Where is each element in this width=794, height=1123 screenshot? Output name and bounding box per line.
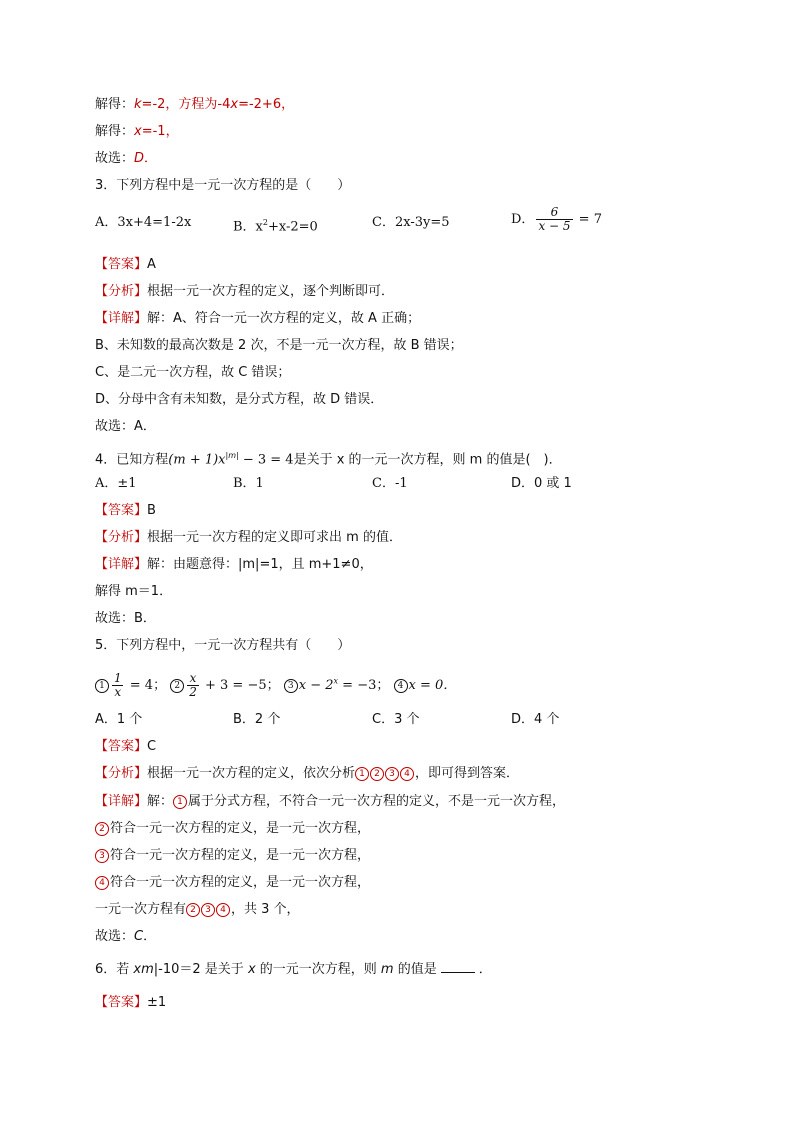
solve-line-2: 解得：x=-1， bbox=[95, 124, 179, 139]
q4-choose: 故选：B． bbox=[95, 611, 156, 626]
q4-option-d: D．0 或 1 bbox=[511, 476, 572, 491]
q3-detail-2: B、未知数的最高次数是 2 次，不是一元一次方程，故 B 错误； bbox=[95, 338, 463, 353]
q5-detail-3: 3 符合一元一次方程的定义，是一元一次方程， bbox=[95, 847, 370, 865]
q4-answer: 【答案】B bbox=[95, 503, 156, 518]
circle-2-icon: 2 bbox=[170, 679, 184, 693]
q3-detail: 【详解】解：A、符合一元一次方程的定义，故 A 正确； bbox=[95, 311, 421, 326]
q5-stem: 5．下列方程中，一元一次方程共有（ ） bbox=[95, 638, 351, 653]
q4-detail-2: 解得 m＝1． bbox=[95, 584, 173, 599]
q5-analysis: 【分析】根据一元一次方程的定义，依次分析 1 2 3 4 ，即可得到答案． bbox=[95, 766, 520, 781]
choose-line-prev: 故选：D． bbox=[95, 151, 158, 166]
q3-option-a: A．3x+4=1-2x bbox=[95, 215, 192, 230]
circle-3-icon: 3 bbox=[284, 679, 298, 693]
q3-option-c: C．2x-3y=5 bbox=[372, 215, 450, 230]
q3-option-d: D． $\frac{6}{x - 5}$ = 7 bbox=[511, 205, 602, 233]
q3-option-b: B．$x^2+x-2=0$ bbox=[233, 218, 318, 235]
q6-stem: 6．若 xm|-10＝2 是关于 x 的一元一次方程，则 m 的值是 ． bbox=[95, 962, 492, 977]
q4-stem: 4．已知方程$(m + 1)x^{|m|} - 3 = 4$是关于 x 的一元一次方程，则 m 的值是( )． bbox=[95, 451, 562, 468]
q5-detail-2: 2 符合一元一次方程的定义，是一元一次方程， bbox=[95, 820, 370, 838]
q3-detail-4: D、分母中含有未知数，是分式方程，故 D 错误． bbox=[95, 392, 384, 407]
q4-option-a: A．±1 bbox=[95, 476, 137, 491]
q3-analysis: 【分析】根据一元一次方程的定义，逐个判断即可． bbox=[95, 284, 395, 299]
q6-answer: 【答案】±1 bbox=[95, 995, 167, 1010]
circle-1-icon: 1 bbox=[95, 679, 109, 693]
q3-detail-3: C、是二元一次方程，故 C 错误； bbox=[95, 365, 291, 380]
solve-line-1: 解得：k=-2，方程为-4x=-2+6， bbox=[95, 97, 295, 112]
q5-option-b: B．2 个 bbox=[233, 712, 281, 727]
circle-4-icon: 4 bbox=[394, 679, 408, 693]
q5-equations: 1 $\frac{1}{x}$ = 4； 2 $\frac{x}{2}$ + 3 = −5； 3 $x - 2^x = -3$； 4 x = 0． bbox=[95, 672, 456, 699]
q3-stem: 3．下列方程中是一元一次方程的是（ ） bbox=[95, 178, 351, 193]
q5-option-d: D．4 个 bbox=[511, 712, 560, 727]
q4-option-c: C．-1 bbox=[372, 476, 408, 491]
q4-option-b: B．1 bbox=[233, 476, 264, 491]
q4-detail: 【详解】解：由题意得：|m|=1，且 m+1≠0， bbox=[95, 557, 373, 572]
q5-detail: 【详解】解： 1 属于分式方程，不符合一元一次方程的定义，不是一元一次方程， bbox=[95, 794, 566, 809]
q4-analysis: 【分析】根据一元一次方程的定义即可求出 m 的值． bbox=[95, 530, 402, 545]
q5-choose: 故选：C． bbox=[95, 929, 157, 944]
q3-choose: 故选：A． bbox=[95, 419, 156, 434]
answer-blank bbox=[441, 960, 475, 973]
q5-detail-4: 4 符合一元一次方程的定义，是一元一次方程， bbox=[95, 874, 370, 892]
q5-option-a: A．1 个 bbox=[95, 712, 143, 727]
q5-option-c: C．3 个 bbox=[372, 712, 420, 727]
q5-summary: 一元一次方程有 2 3 4 ，共 3 个， bbox=[95, 902, 300, 917]
q5-answer: 【答案】C bbox=[95, 739, 157, 754]
q3-fraction: $\frac{6}{x - 5}$ bbox=[538, 205, 571, 233]
q3-answer: 【答案】A bbox=[95, 257, 156, 272]
